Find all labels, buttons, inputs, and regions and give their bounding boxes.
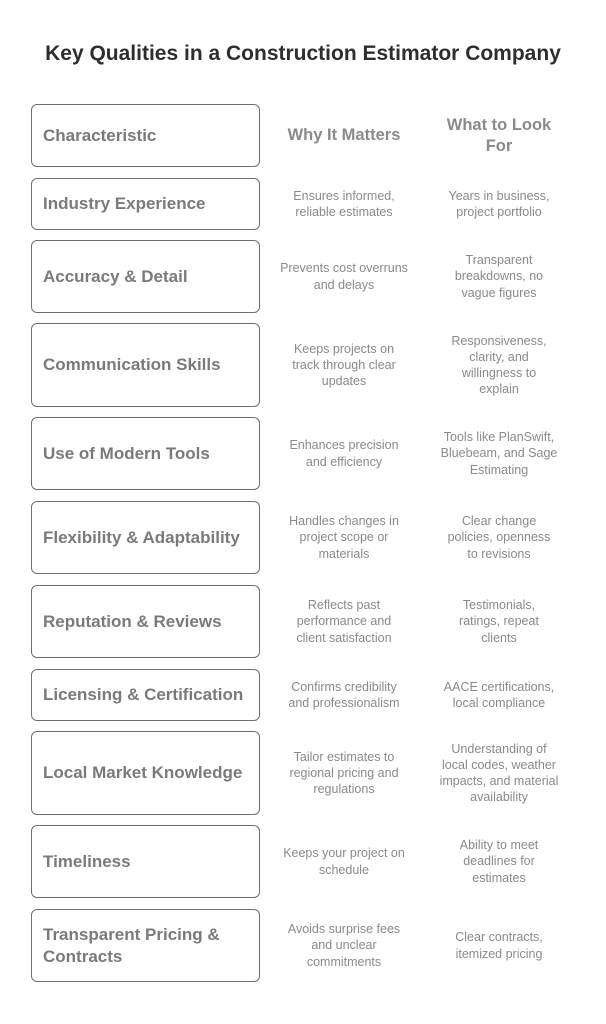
- characteristic-card: Transparent Pricing & Contracts: [31, 909, 260, 982]
- why-text: Prevents cost overruns and delays: [280, 261, 408, 292]
- table-row: [0, 669, 606, 721]
- table-row: [0, 178, 606, 230]
- why-text: Keeps your project on schedule: [283, 846, 405, 877]
- table-row: [0, 240, 606, 313]
- why-text: Handles changes in project scope or materials: [289, 514, 399, 561]
- look-text: Testimonials, ratings, repeat clients: [459, 598, 539, 645]
- table-row: [0, 323, 606, 407]
- table-row: [0, 585, 606, 658]
- look-text: Years in business, project portfolio: [448, 188, 550, 219]
- look-text: Tools like PlanSwift, Bluebeam, and Sage Estimating: [440, 430, 558, 477]
- why-text: Avoids surprise fees and unclear commitments: [287, 922, 401, 969]
- header-why: Why It Matters: [287, 126, 401, 145]
- characteristic-card: Local Market Knowledge: [31, 731, 260, 815]
- why-text: Confirms credibility and professionalism: [288, 679, 400, 710]
- look-text: Ability to meet deadlines for estimates: [459, 838, 539, 885]
- characteristic-card: Reputation & Reviews: [31, 585, 260, 658]
- table-row: [0, 501, 606, 574]
- look-text: Transparent breakdowns, no vague figures: [454, 253, 544, 300]
- why-text: Enhances precision and efficiency: [289, 438, 399, 469]
- characteristic-card: Communication Skills: [31, 323, 260, 407]
- header-row: [0, 104, 606, 167]
- look-text: Understanding of local codes, weather impacts, and material availability: [439, 741, 559, 805]
- why-text: Tailor estimates to regional pricing and regulations: [289, 749, 399, 797]
- why-text: Keeps projects on track through clear updates: [292, 341, 396, 389]
- characteristic-card: Licensing & Certification: [31, 669, 260, 721]
- characteristic-card: Use of Modern Tools: [31, 417, 260, 490]
- characteristic-card: Accuracy & Detail: [31, 240, 260, 313]
- why-text: Ensures informed, reliable estimates: [293, 188, 395, 219]
- header-look: What to Look For: [446, 115, 552, 155]
- look-text: AACE certifications, local compliance: [443, 679, 555, 710]
- characteristic-card: Industry Experience: [31, 178, 260, 230]
- header-characteristic: Characteristic: [31, 104, 260, 167]
- look-text: Clear contracts, itemized pricing: [455, 930, 543, 961]
- table-row: [0, 417, 606, 490]
- table-row: [0, 909, 606, 982]
- look-text: Clear change policies, openness to revisions: [447, 514, 551, 561]
- characteristic-card: Flexibility & Adaptability: [31, 501, 260, 574]
- why-text: Reflects past performance and client satisfaction: [296, 598, 392, 645]
- characteristic-card: Timeliness: [31, 825, 260, 898]
- look-text: Responsiveness, clarity, and willingness to explain: [451, 333, 547, 397]
- diagram-title: Key Qualities in a Construction Estimator Company: [45, 42, 561, 65]
- table-row: [0, 731, 606, 815]
- table-row: [0, 825, 606, 898]
